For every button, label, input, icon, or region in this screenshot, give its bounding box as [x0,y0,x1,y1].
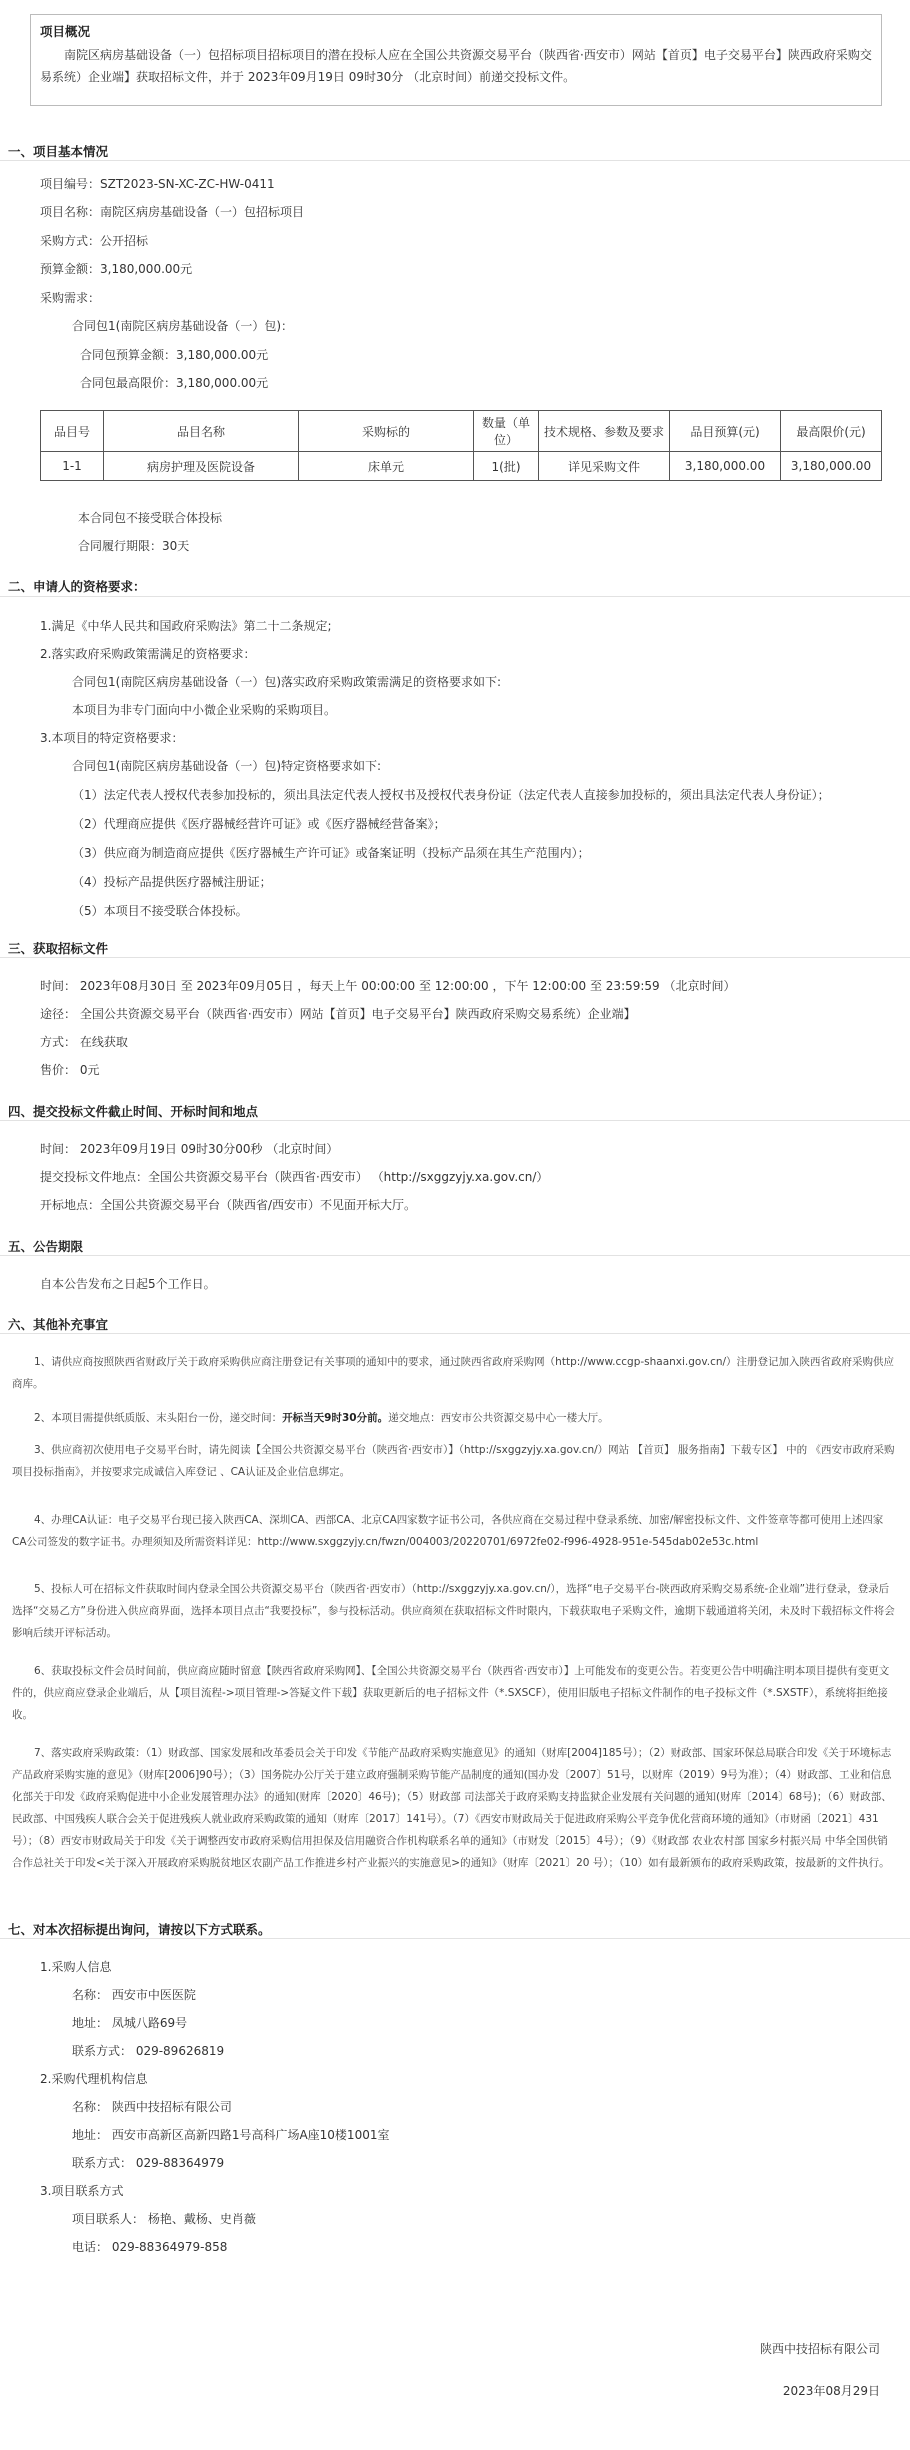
table-header: 采购标的 [299,411,474,452]
supplement-2-b: 开标当天9时30分前。 [282,1412,389,1424]
table-header: 数量（单位） [474,411,539,452]
qualification-3: 3.本项目的特定资格要求： [40,731,184,745]
overview-title: 项目概况 [40,24,91,39]
demand-label: 采购需求： [40,291,101,305]
supplement-2 [12,1407,897,1429]
procurement-method: 采购方式：公开招标 [40,234,149,248]
project-number: 项目编号：SZT2023-SN-XC-ZC-HW-0411 [40,177,275,191]
table-cell: 床单元 [299,452,474,481]
supplement-2-c: 递交地点：西安市公共资源交易中心一楼大厅。 [388,1412,609,1424]
contract-period: 合同履行期限：30天 [78,539,190,553]
opening-location: 开标地点：全国公共资源交易平台（陕西省/西安市）不见面开标大厅。 [40,1198,417,1212]
table-cell: 1-1 [41,452,104,481]
table-cell: 3,180,000.00 [670,452,781,481]
budget: 预算金额：3,180,000.00元 [40,262,193,276]
agency-contact: 联系方式： 029-88364979 [72,2156,225,2170]
footer-org: 陕西中技招标有限公司 [759,2342,880,2356]
divider [0,596,910,597]
policy-note: 本项目为非专门面向中小微企业采购的采购项目。 [72,703,337,717]
supplement-3: 3、供应商初次使用电子交易平台时，请先阅读【全国公共资源交易平台（陕西省·西安市）】（http://sxggzyjy.xa.gov.cn/）网站 【首页】 服务指南】下载专区】 中的 《西安市政府采购项目投标指南》，并按要求完成诚信入库登记 、CA认证及企业信息绑定。 [12,1444,895,1478]
section-1-title: 一、项目基本情况 [8,144,109,159]
items-table [40,410,882,481]
table-cell: 详见采购文件 [539,452,670,481]
lot-max-price: 合同包最高限价：3,180,000.00元 [80,376,269,390]
specific-requirement: 合同包1(南院区病房基础设备（一）包)特定资格要求如下: [72,759,382,773]
divider [0,1938,910,1939]
table-cell: 病房护理及医院设备 [104,452,299,481]
supplement-7: 7、落实政府采购政策：（1）财政部、国家发展和改革委员会关于印发《节能产品政府采购实施意见》的通知（财库[2004]185号）；（2）财政部、国家环保总局联合印发《关于环境标志产品政府采购实施的意见》（财库[2006]90号）；（3）国务院办公厅关于建立政府强制采购节能产品制度的通知(国办发〔2007〕51号，以财库（2019）9号为准）；（4）财政部、工业和信息化部关于印发《政府采购促进中小企业发展管理办法》的通知(财库〔2020〕46号)；（5）财政部 司法部关于政府采购支持监狱企业发展有关问题的通知(财库〔2014〕68号)；（6）财政部、民政部、中国残疾人联合会关于促进残疾人就业政府采购政策的通知（财库〔2017〕141号）。（7）《西安市财政局关于促进政府采购公平竞争优化营商环境的通知》（市财函〔2021〕431号）；（8）西安市财政局关于印发《关于调整西安市政府采购信用担保及信用融资合作机构联系名单的通知》（市财发〔2015〕4号）；（9）《财政部 农业农村部 国家乡村振兴局 中华全国供销合作总社关于印发<关于深入开展政府采购脱贫地区农副产品工作推进乡村产业振兴的实施意见>的通知》（财库〔2021〕20 号）；（10）如有最新颁布的政府采购政策，按最新的文件执行。 [12,1747,892,1869]
agency-address: 地址： 西安市高新区高新四路1号高科广场A座10楼1001室 [72,2128,390,2142]
footer-date: 2023年08月29日 [782,2384,880,2398]
supplement-1: 1、请供应商按照陕西省财政厅关于政府采购供应商注册登记有关事项的通知中的要求，通过陕西省政府采购网（http://www.ccgp-shaanxi.gov.cn/）注册登记加入陕西省政府采购供应商库。 [12,1356,895,1390]
divider [0,160,910,161]
lot-budget: 合同包预算金额：3,180,000.00元 [80,348,269,362]
section-3-title: 三、获取招标文件 [8,941,109,956]
agency-heading: 2.采购代理机构信息 [40,2072,148,2086]
section-7-title: 七、对本次招标提出询问，请按以下方式联系。 [8,1922,271,1937]
obtain-time: 时间： 2023年08月30日 至 2023年09月05日 ，每天上午 00:00:00 至 12:00:00 ，下午 12:00:00 至 23:59:59 （北京时间） [40,979,736,993]
table-cell: 3,180,000.00 [781,452,882,481]
section-6-title: 六、其他补充事宜 [8,1317,109,1332]
project-contact-person: 项目联系人： 杨艳、戴杨、史肖薇 [72,2212,256,2226]
obtain-price: 售价： 0元 [40,1063,100,1077]
policy-requirement: 合同包1(南院区病房基础设备（一）包)落实政府采购政策需满足的资格要求如下: [72,675,502,689]
overview-text: 南院区病房基础设备（一）包招标项目招标项目的潜在投标人应在全国公共资源交易平台（陕西省·西安市）网站【首页】电子交易平台】陕西政府采购交易系统）企业端】获取招标文件，并于 2023年09月19日 09时30分 （北京时间）前递交投标文件。 [40,48,872,84]
agency-name: 名称： 陕西中技招标有限公司 [72,2100,232,2114]
notice-period: 自本公告发布之日起5个工作日。 [40,1277,216,1291]
purchaser-address: 地址： 凤城八路69号 [72,2016,188,2030]
purchaser-name: 名称： 西安市中医医院 [72,1988,196,2002]
supplement-5: 5、投标人可在招标文件获取时间内登录全国公共资源交易平台（陕西省·西安市）（http://sxggzyjy.xa.gov.cn/），选择“电子交易平台-陕西政府采购交易系统-企业端”进行登录，登录后选择“交易乙方”身份进入供应商界面，选择本项目点击“我要投标”，参与投标活动。供应商须在获取招标文件时限内，下载获取电子采购文件，逾期下载通道将关闭，未及时下载招标文件将会影响后续开评标活动。 [12,1583,895,1639]
table-header: 品目号 [41,411,104,452]
deadline-time: 时间： 2023年09月19日 09时30分00秒 （北京时间） [40,1142,339,1156]
purchaser-heading: 1.采购人信息 [40,1960,112,1974]
supplement-2-a: 2、本项目需提供纸质版、末头阳台一份，递交时间： [34,1412,283,1424]
divider [0,1120,910,1121]
list-item: （1）法定代表人授权代表参加投标的，须出具法定代表人授权书及授权代表身份证（法定代表人直接参加投标的，须出具法定代表人身份证）； [72,788,830,802]
obtain-mode: 方式： 在线获取 [40,1035,128,1049]
project-name: 项目名称：南院区病房基础设备（一）包招标项目 [40,205,305,219]
table-header: 最高限价(元) [781,411,882,452]
qualification-1: 1.满足《中华人民共和国政府采购法》第二十二条规定; [40,619,332,633]
table-row [41,452,882,481]
lot-name: 合同包1(南院区病房基础设备（一）包)： [72,319,293,333]
divider [0,1255,910,1256]
qualification-2: 2.落实政府采购政策需满足的资格要求： [40,647,256,661]
list-item: （5）本项目不接受联合体投标。 [72,904,248,918]
project-contact-phone: 电话： 029-88364979-858 [72,2240,228,2254]
supplement-6: 6、获取投标文件会员时间前，供应商应随时留意【陕西省政府采购网】、【全国公共资源交易平台（陕西省·西安市）】上可能发布的变更公告。若变更公告中明确注明本项目提供有变更文件的，供应商应登录企业端后，从【项目流程->项目管理->答疑文件下载】获取更新后的电子招标文件（*.SXSCF），使用旧版电子招标文件制作的电子投标文件（*.SXSTF），系统将拒绝接收。 [12,1665,890,1721]
list-item: （2）代理商应提供《医疗器械经营许可证》或《医疗器械经营备案》； [72,817,446,831]
submit-location: 提交投标文件地点：全国公共资源交易平台（陕西省·西安市） （http://sxggzyjy.xa.gov.cn/） [40,1170,549,1184]
table-header: 技术规格、参数及要求 [539,411,670,452]
consortium-note: 本合同包不接受联合体投标 [78,511,223,525]
divider [0,957,910,958]
section-5-title: 五、公告期限 [8,1239,84,1254]
table-cell: 1(批) [474,452,539,481]
list-item: （3）供应商为制造商应提供《医疗器械生产许可证》或备案证明（投标产品须在其生产范围内）； [72,846,590,860]
section-4-title: 四、提交投标文件截止时间、开标时间和地点 [8,1104,259,1119]
obtain-way: 途径： 全国公共资源交易平台（陕西省·西安市）网站【首页】电子交易平台】陕西政府采购交易系统）企业端】 [40,1007,636,1021]
project-contact-heading: 3.项目联系方式 [40,2184,124,2198]
table-header: 品目名称 [104,411,299,452]
divider [0,1333,910,1334]
section-2-title: 二、申请人的资格要求： [8,579,146,594]
purchaser-contact: 联系方式： 029-89626819 [72,2044,225,2058]
list-item: （4）投标产品提供医疗器械注册证； [72,875,272,889]
supplement-4: 4、办理CA认证：电子交易平台现已接入陕西CA、深圳CA、西部CA、北京CA四家数字证书公司，各供应商在交易过程中登录系统、加密/解密投标文件、文件签章等都可使用上述四家 CA公司签发的数字证书。办理须知及所需资料详见：http://www.sxggzyjy.cn/fwzn/004003/20220701/6972fe02-f996-4928-951e-545dab02e53c.html [12,1514,884,1548]
table-header-row [41,411,882,452]
table-header: 品目预算(元) [670,411,781,452]
